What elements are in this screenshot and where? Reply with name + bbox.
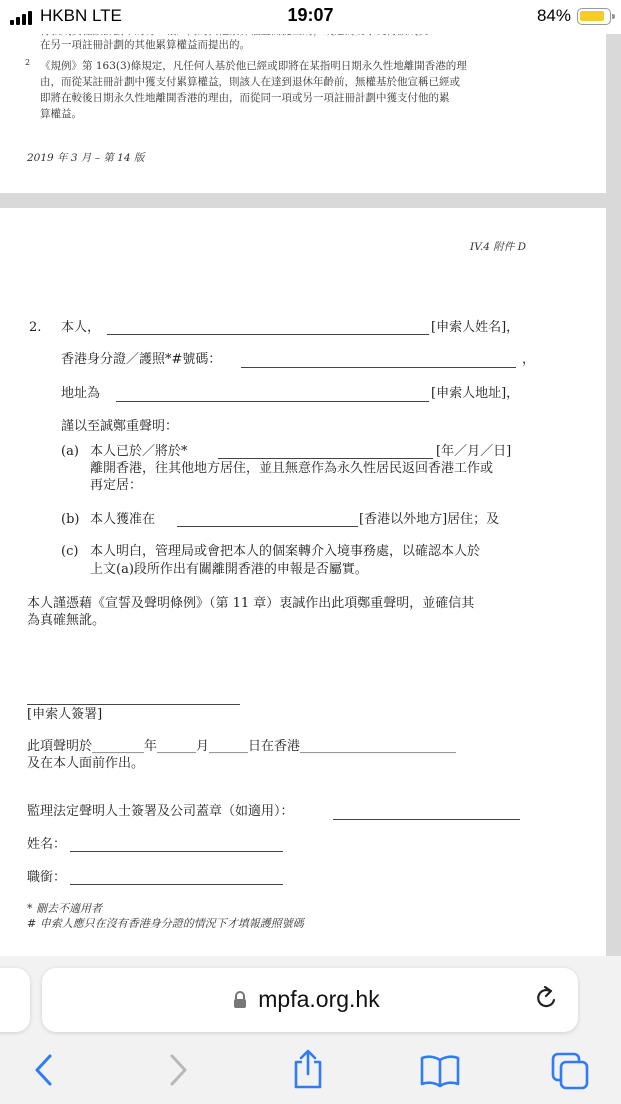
footnote-line: 由，而從某註冊計劃中獲支付累算權益，則該人在達到退休年齡前，無權基於他宣稱已經或 [40, 76, 460, 88]
signature-label: [申索人簽署] [27, 707, 103, 722]
item-number: 2. [29, 320, 42, 335]
clause-c-line1: 本人明白，管理局或會把本人的個案轉介入境事務處，以確認本人於 [90, 544, 481, 559]
clause-a-line3: 再定居： [90, 478, 143, 493]
footnote-line: 即將在較後日期永久性地離開香港的理由，而從同一項或另一項註冊計劃中獲支付他的累 [40, 92, 450, 104]
footnote-marker: 2 [25, 58, 31, 67]
battery-percent: 84% [536, 6, 571, 25]
id-number-field[interactable] [241, 367, 516, 368]
id-comma: ， [522, 352, 536, 367]
page-header: IV.4 附件 D [469, 241, 526, 253]
note-hash: # 申索人應只在沒有香港身分證的情況下才填報護照號碼 [27, 917, 304, 930]
reload-icon[interactable] [534, 986, 558, 1012]
document-page-declaration [0, 208, 606, 956]
status-bar [0, 0, 621, 34]
oath-line1: 本人謹憑藉《宣誓及聲明條例》（第 11 章）衷誠作出此項鄭重聲明，並確信其 [27, 596, 475, 611]
tabs-icon[interactable] [550, 1051, 590, 1091]
oath-line2: 為真確無訛。 [27, 613, 106, 628]
title-label: 職銜： [27, 870, 67, 885]
declaration-date-line2: 及在本人面前作出。 [27, 756, 145, 771]
address-label: 地址為 [61, 386, 101, 401]
address-bar[interactable] [42, 968, 578, 1032]
supervisor-label: 監理法定聲明人士簽署及公司蓋章（如適用）： [27, 804, 294, 819]
clause-a-line2: 離開香港，往其他地方居住，並且無意作為永久性居民返回香港工作或 [90, 461, 494, 476]
claimant-name-field[interactable] [107, 334, 429, 335]
bookmarks-icon[interactable] [420, 1054, 460, 1088]
destination-hint: [香港以外地方]居住；及 [359, 512, 500, 527]
forward-icon[interactable] [166, 1052, 190, 1088]
footnote-line: 《規例》第 163(3)條規定，凡任何人基於他已經或即將在某指明日期永久性地離開香港的理 [40, 60, 467, 72]
clock: 19:07 [287, 5, 334, 25]
id-label: 香港身分證／護照*#號碼： [61, 352, 222, 367]
declaration-date-line: 此項聲明於________年______月______日在香港________________________ [27, 739, 457, 754]
leave-date-hint: [年／月／日] [436, 444, 512, 459]
address-field[interactable] [116, 401, 429, 402]
clause-a-label: (a) [61, 444, 79, 459]
share-icon[interactable] [290, 1048, 326, 1090]
declare-heading: 謹以至誠鄭重聲明： [61, 419, 179, 434]
supervisor-title-field[interactable] [70, 884, 283, 885]
clause-a-text: 本人已於／將於* [90, 444, 188, 459]
edition-label: 2019 年 3 月 – 第 14 版 [27, 152, 145, 164]
clause-b-label: (b) [61, 512, 80, 527]
previous-tab-preview[interactable] [0, 968, 30, 1032]
url-domain: mpfa.org.hk [258, 986, 380, 1012]
name-label: 姓名： [27, 837, 67, 852]
supervisor-name-field[interactable] [70, 851, 283, 852]
battery-icon [577, 8, 611, 25]
browser-toolbar [0, 956, 621, 1104]
supervisor-signature-field[interactable] [333, 819, 520, 820]
note-star: * 刪去不適用者 [27, 902, 102, 915]
clause-c-label: (c) [61, 544, 79, 559]
carrier-label: HKBN LTE [40, 6, 122, 25]
claimant-label: 本人， [61, 320, 101, 335]
address-hint: [申索人地址]， [431, 386, 520, 401]
destination-field[interactable] [177, 526, 358, 527]
footnote-line: 算權益。 [40, 108, 82, 120]
clause-b-text: 本人獲准在 [90, 512, 156, 527]
claimant-name-hint: [申索人姓名]， [431, 320, 520, 335]
clause-c-line2: 上文(a)段所作出有關離開香港的申報是否屬實。 [90, 562, 368, 577]
footnote-2 [25, 58, 467, 122]
footnote-continuation-line: 在另一項註冊計劃的其他累算權益而提出的。 [40, 39, 250, 51]
back-icon[interactable] [32, 1052, 56, 1088]
